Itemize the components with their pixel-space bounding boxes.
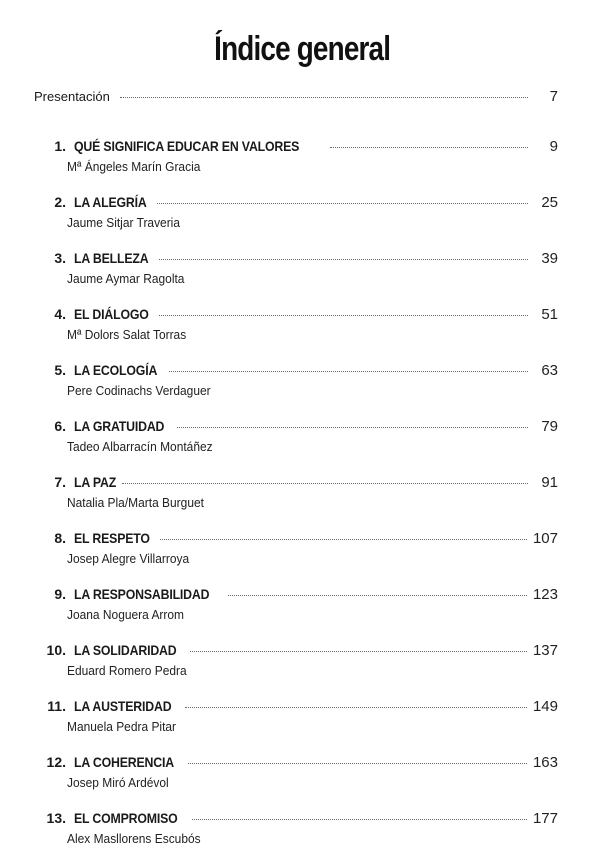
chapter-page-number: 149: [532, 698, 558, 715]
toc-entry-line: [36, 194, 558, 214]
chapter-title: EL COMPROMISO: [74, 810, 178, 826]
chapter-author: Jaume Sitjar Traveria: [67, 215, 181, 230]
toc-entry-line: [36, 418, 558, 438]
toc-entry-line: [36, 138, 558, 158]
toc-entry: [36, 194, 558, 250]
chapter-number: 4.: [54, 306, 66, 322]
chapter-title: LA COHERENCIA: [74, 754, 174, 770]
chapter-page-number: 79: [541, 418, 558, 435]
chapter-author: Josep Miró Ardévol: [67, 775, 169, 790]
chapter-title: EL DIÁLOGO: [74, 306, 149, 322]
dot-leader: [190, 651, 527, 652]
chapter-page-number: 91: [541, 474, 558, 491]
chapter-title: LA RESPONSABILIDAD: [74, 586, 210, 602]
dot-leader: [159, 315, 528, 316]
toc-entry-line: [36, 754, 558, 774]
chapter-page-number: 9: [549, 138, 558, 155]
toc-entry: [36, 138, 558, 194]
chapter-number: 2.: [54, 194, 66, 210]
toc-entry-line: [36, 306, 558, 326]
dot-leader: [160, 539, 527, 540]
chapter-number: 5.: [54, 362, 66, 378]
dot-leader: [169, 371, 528, 372]
chapter-page-number: 177: [532, 810, 558, 827]
chapter-number: 12.: [46, 754, 66, 770]
presentation-label: Presentación: [34, 89, 110, 104]
chapter-page-number: 63: [541, 362, 558, 379]
toc-entry: [36, 586, 558, 642]
chapter-author: Jaume Aymar Ragolta: [67, 271, 185, 286]
dot-leader: [188, 763, 527, 764]
chapter-number: 1.: [54, 138, 66, 154]
dot-leader: [330, 147, 528, 148]
toc-entry-line: [36, 586, 558, 606]
dot-leader: [177, 427, 528, 428]
chapter-title: LA PAZ: [74, 474, 117, 490]
chapter-page-number: 123: [532, 586, 558, 603]
toc-entry: [36, 474, 558, 530]
toc-entry-line: [36, 642, 558, 662]
chapter-page-number: 163: [532, 754, 558, 771]
chapter-title: LA GRATUIDAD: [74, 418, 165, 434]
chapter-author: Alex Masllorens Escubós: [67, 831, 201, 846]
toc-entry-line: [36, 474, 558, 494]
chapter-title: LA AUSTERIDAD: [74, 698, 172, 714]
chapter-page-number: 137: [532, 642, 558, 659]
chapter-title: LA ECOLOGÍA: [74, 362, 158, 378]
toc-presentation-row: [34, 88, 558, 108]
chapter-title: LA ALEGRÍA: [74, 194, 147, 210]
toc-entry: [36, 698, 558, 754]
chapter-title: LA BELLEZA: [74, 250, 149, 266]
chapter-author: Mª Ángeles Marín Gracia: [67, 159, 201, 174]
chapter-number: 9.: [54, 586, 66, 602]
chapter-page-number: 25: [541, 194, 558, 211]
chapter-author: Mª Dolors Salat Torras: [67, 327, 187, 342]
chapter-author: Josep Alegre Villarroya: [67, 551, 190, 566]
chapter-author: Manuela Pedra Pitar: [67, 719, 177, 734]
chapter-page-number: 39: [541, 250, 558, 267]
chapter-title: EL RESPETO: [74, 530, 150, 546]
toc-entry-line: [36, 250, 558, 270]
chapter-number: 13.: [46, 810, 66, 826]
chapter-number: 11.: [47, 698, 66, 714]
presentation-page-number: 7: [549, 88, 558, 105]
toc-entry: [36, 418, 558, 474]
dot-leader: [159, 259, 528, 260]
chapter-page-number: 107: [532, 530, 558, 547]
chapter-author: Joana Noguera Arrom: [67, 607, 185, 622]
dot-leader: [122, 483, 528, 484]
chapter-author: Pere Codinachs Verdaguer: [67, 383, 211, 398]
toc-entry: [36, 362, 558, 418]
page-title: Índice general: [214, 30, 391, 68]
toc-entry: [36, 754, 558, 810]
chapter-number: 7.: [54, 474, 66, 490]
dot-leader: [185, 707, 527, 708]
chapter-number: 6.: [54, 418, 66, 434]
toc-entries: [36, 138, 558, 866]
toc-entry-line: [36, 698, 558, 718]
chapter-author: Eduard Romero Pedra: [67, 663, 187, 678]
dot-leader: [157, 203, 528, 204]
toc-entry-line: [36, 362, 558, 382]
chapter-number: 8.: [54, 530, 66, 546]
chapter-author: Tadeo Albarracín Montáñez: [67, 439, 213, 454]
dot-leader: [192, 819, 527, 820]
chapter-title: LA SOLIDARIDAD: [74, 642, 177, 658]
toc-entry-line: [36, 810, 558, 830]
chapter-page-number: 51: [541, 306, 558, 323]
toc-entry: [36, 306, 558, 362]
toc-entry: [36, 250, 558, 306]
toc-entry: [36, 530, 558, 586]
chapter-number: 3.: [54, 250, 66, 266]
toc-entry-line: [36, 530, 558, 550]
chapter-title: QUÉ SIGNIFICA EDUCAR EN VALORES: [74, 138, 300, 154]
toc-entry: [36, 810, 558, 866]
toc-entry: [36, 642, 558, 698]
chapter-author: Natalia Pla/Marta Burguet: [67, 495, 204, 510]
chapter-number: 10.: [46, 642, 66, 658]
dot-leader: [120, 97, 528, 98]
dot-leader: [228, 595, 527, 596]
